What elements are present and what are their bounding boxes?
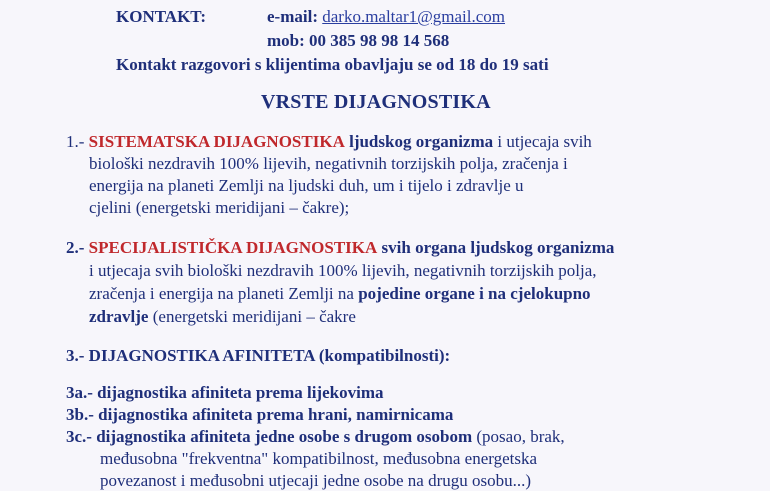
- item2-line2: i utjecaja svih biološki nezdravih 100% lijevih, negativnih torzijskih polja,: [89, 261, 597, 280]
- item2-line3-bold: pojedine organe i na cjelokupno: [358, 284, 591, 303]
- item3-sub-b: 3b.- dijagnostika afiniteta prema hrani, namirnicama: [66, 405, 454, 424]
- item1-heading-bold: ljudskog organizma: [349, 132, 494, 151]
- email-row: [267, 7, 505, 27]
- item2-line4-bold: zdravlje: [89, 307, 149, 326]
- item2-number: 2.-: [66, 238, 85, 257]
- item2-line3: [89, 284, 591, 304]
- item3-sub-a: 3a.- dijagnostika afiniteta prema lijekovima: [66, 383, 384, 402]
- item1-heading-red: SISTEMATSKA DIJAGNOSTIKA: [88, 132, 345, 151]
- email-label: e-mail:: [267, 7, 318, 26]
- mobile-number: mob: 00 385 98 98 14 568: [267, 31, 450, 50]
- item3-sub-c-normal: (posao, brak,: [476, 427, 565, 446]
- item3-heading-line: [66, 346, 450, 366]
- item2-line4: [89, 307, 356, 327]
- item1-line4: cjelini (energetski meridijani – čakre);: [89, 198, 350, 217]
- item1-heading-line: [66, 132, 592, 152]
- item2-line4-normal: (energetski meridijani – čakre: [152, 307, 356, 326]
- item1-line3: energija na planeti Zemlji na ljudski duh, um i tijelo i zdravlje u: [89, 176, 524, 195]
- item1-number: 1.-: [66, 132, 85, 151]
- email-link[interactable]: darko.maltar1@gmail.com: [322, 7, 506, 26]
- contact-label: KONTAKT:: [116, 7, 207, 26]
- page-title: VRSTE DIJAGNOSTIKA: [261, 91, 491, 113]
- item1-line2: biološki nezdravih 100% lijevih, negativnih torzijskih polja, zračenja i: [89, 154, 568, 173]
- contact-hours: Kontakt razgovori s klijentima obavljaju se od 18 do 19 sati: [116, 55, 549, 74]
- item3-number: 3.-: [66, 346, 85, 365]
- item3-heading-paren: (kompatibilnosti):: [318, 346, 451, 365]
- item3-sub-c-line2: međusobna "frekventna" kompatibilnost, međusobna energetska: [100, 449, 538, 468]
- item1-line1-rest: i utjecaja svih: [497, 132, 592, 151]
- item2-heading-line: [66, 238, 614, 258]
- item3-heading: DIJAGNOSTIKA AFINITETA: [88, 346, 315, 365]
- item3-sub-c-line3: povezanost i međusobni utjecaji jedne osobe na drugu osobu...): [100, 471, 532, 490]
- item2-heading-red: SPECIJALISTIČKA DIJAGNOSTIKA: [88, 238, 378, 257]
- item2-heading-bold: svih organa ljudskog organizma: [381, 238, 615, 257]
- item3-sub-c-bold: 3c.- dijagnostika afiniteta jedne osobe s drugom osobom: [66, 427, 473, 446]
- item2-line3-normal: zračenja i energija na planeti Zemlji na: [89, 284, 354, 303]
- item3-sub-c: [66, 427, 565, 447]
